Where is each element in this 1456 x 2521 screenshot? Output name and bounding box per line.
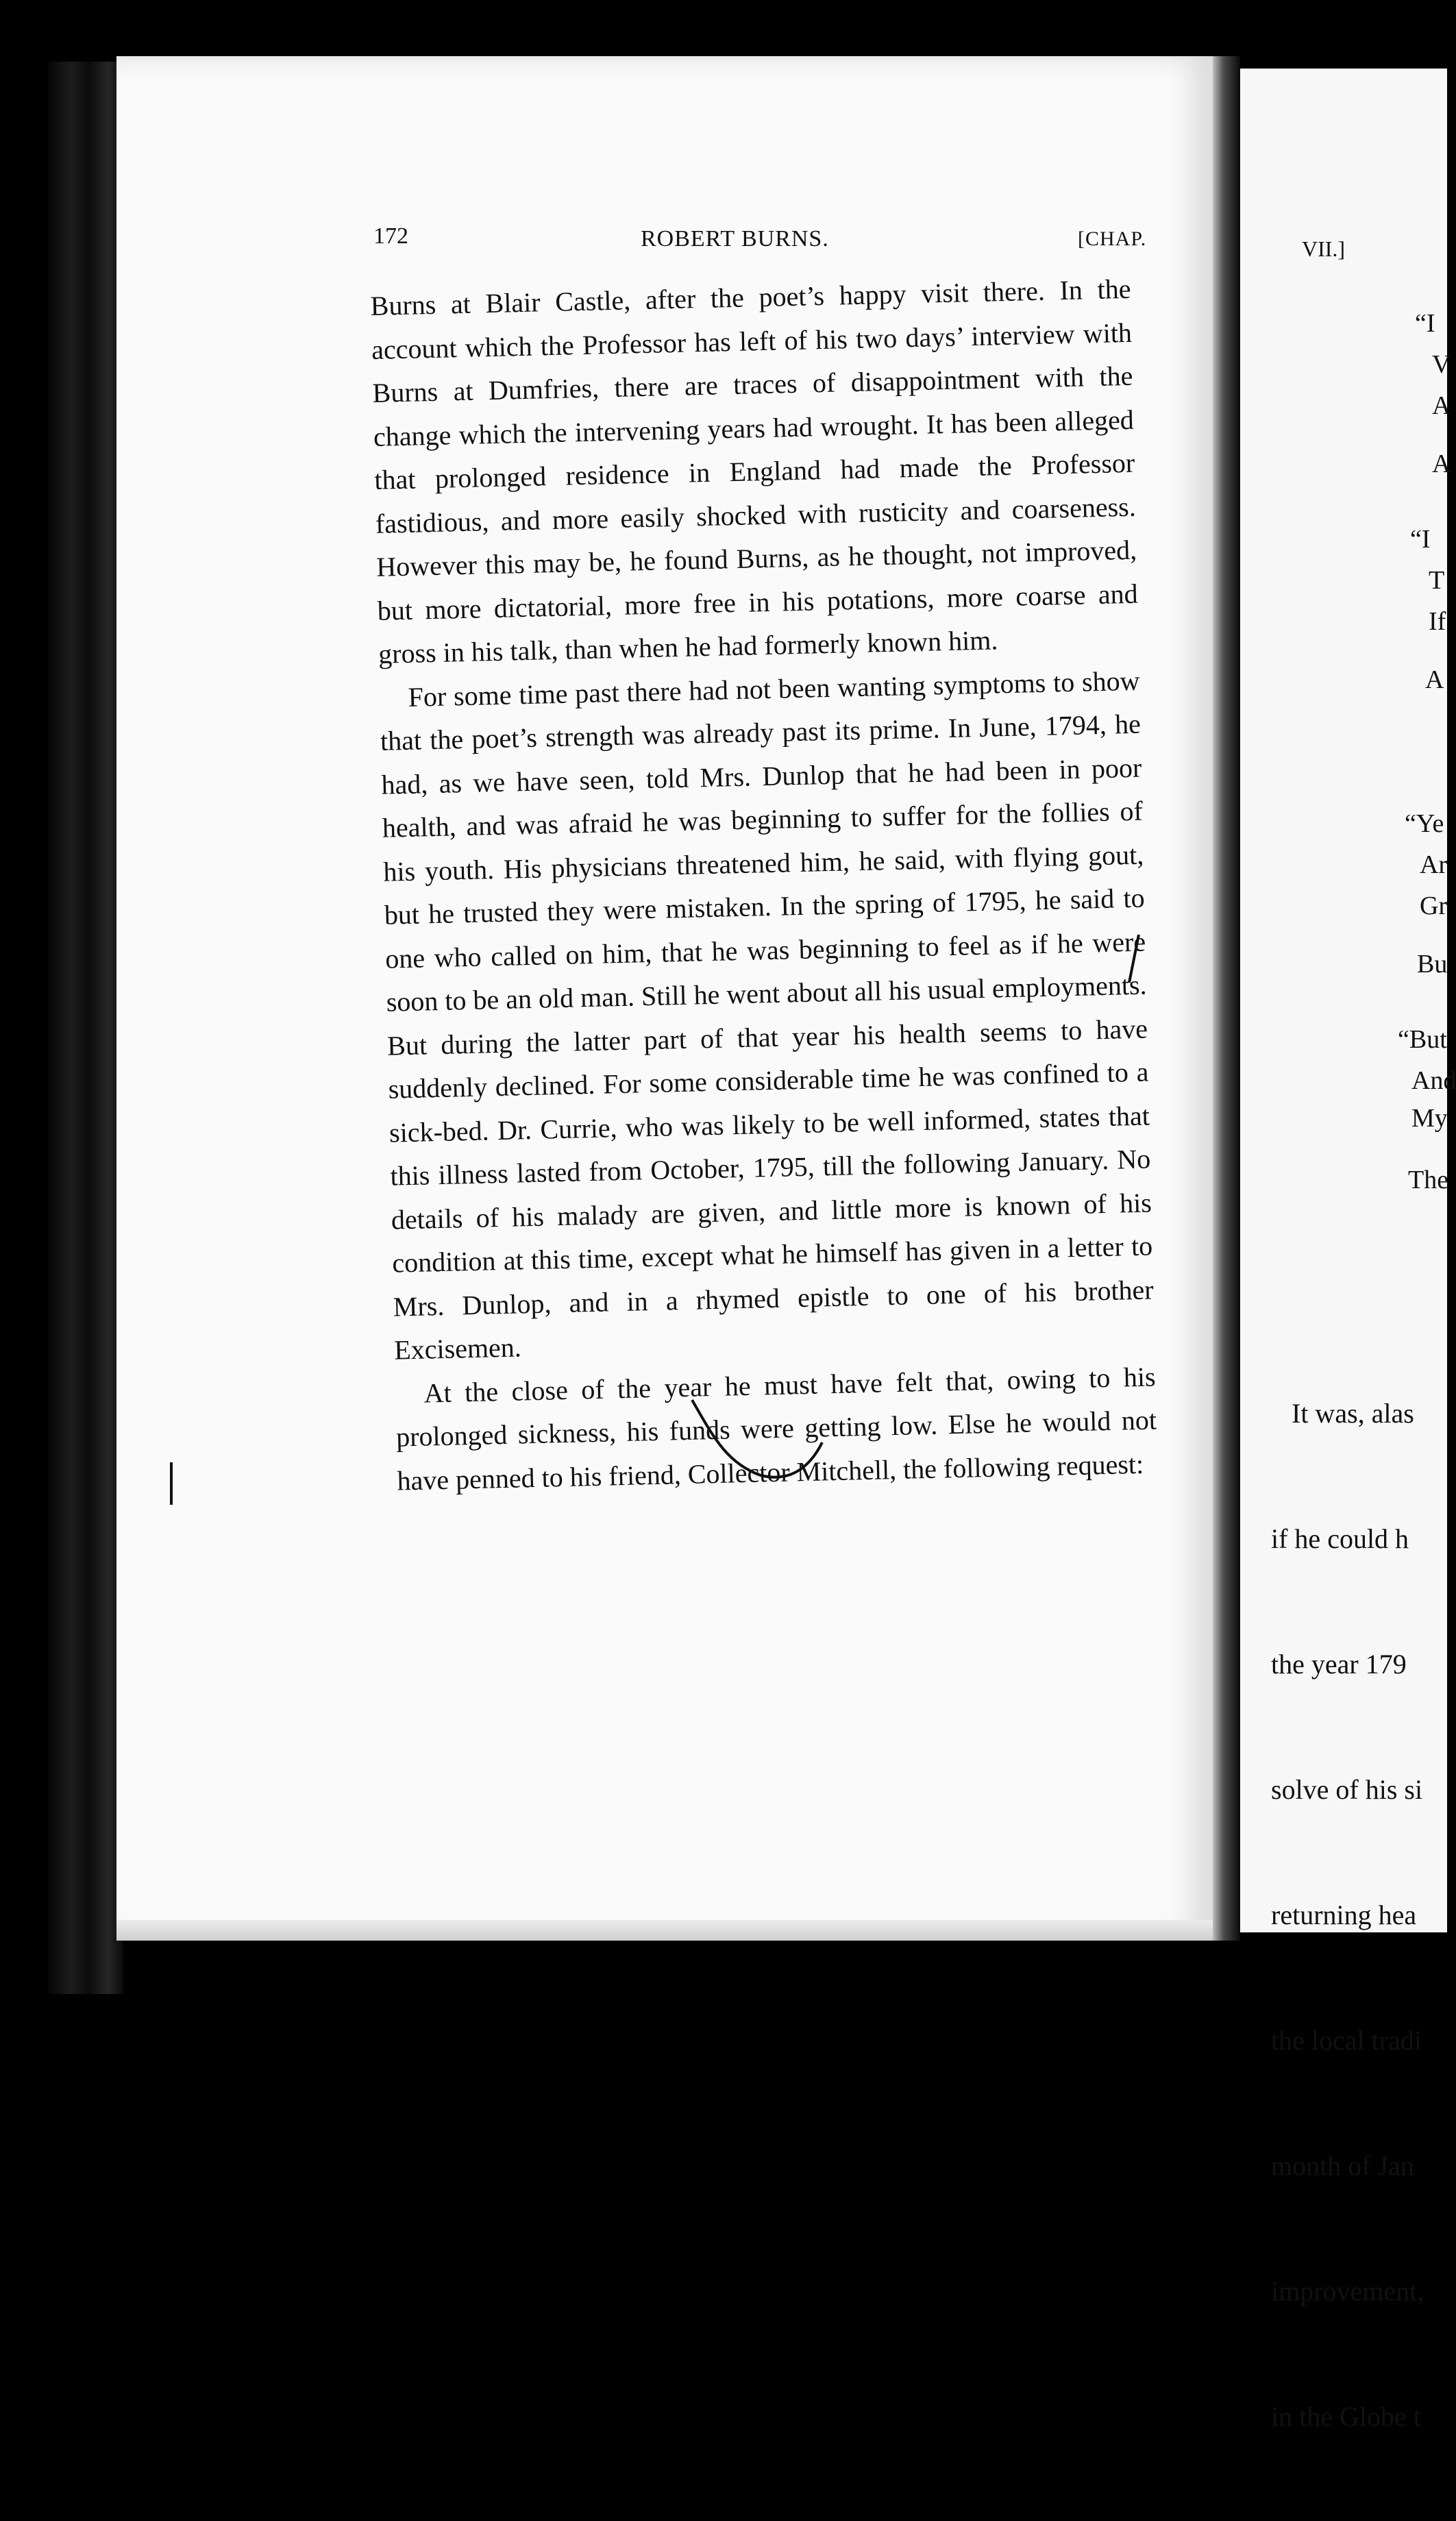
right-fragment: “I [1410, 525, 1431, 554]
right-paragraph [1271, 1309, 1424, 2521]
book-title: ROBERT BURNS. [641, 226, 829, 251]
right-paragraph-line: improvement, [1271, 2276, 1424, 2307]
right-page [1240, 69, 1456, 2432]
right-paragraph-line: the local tradi [1271, 2025, 1422, 2056]
book-spine [48, 62, 123, 1994]
right-fragment: Bu [1417, 950, 1448, 979]
body-text [370, 267, 1158, 1503]
pen-mark-left-tick [164, 1460, 178, 1508]
page-number: 172 [373, 223, 408, 249]
right-paragraph-line: the year 179 [1271, 1649, 1407, 1680]
right-fragment: “Ye [1405, 809, 1444, 838]
right-paragraph-line: if he could h [1271, 1523, 1409, 1554]
right-fragment: V [1432, 350, 1451, 379]
paragraph-1: Burns at Blair Castle, after the poet’s happy visit there. In the account which the Professor has left of his two days’ interview with Burns at Dumfries, there are traces of disappointment with the change which the intervening years had wrought. It has been alleged that prolonged residence in England had made the Professor fastidious, and more easily shocked with rusticity and coarseness. However this may be, he found Burns, as he thought, not improved, but more dictatorial, more free in his potations, more coarse and gross in his talk, than when he had formerly known him. [370, 273, 1139, 669]
right-fragment: A [1425, 665, 1444, 694]
right-fragment: A [1432, 391, 1451, 420]
paragraph-3: At the close of the year he must have felt that, owing to his prolonged sickness, his funds were getting low. Else he would not have penned to his friend, Collector Mitchell, the following request: [395, 1360, 1157, 1497]
right-fragment: My [1411, 1104, 1448, 1133]
paragraph-2: For some time past there had not been wanting symptoms to show that the poet’s strength was already past its prime. In June, 1794, he had, as we have seen, told Mrs. Dunlop that he had been in poor health, and was afraid he was beginning to suffer for the follies of his youth. His physicians threatened him, he said, with flying gout, but he trusted they were mistaken. In the spring of 1795, he said to one who called on him, that he was beginning to feel as if he were soon to be an old man. Still he went about all his usual employments. But during the latter part of that year his health seems to have suddenly declined. For some considerable time he was confined to a sick-bed. Dr. Currie, who was likely to be well informed, states that this illness lasted from October, 1795, till the following January. No details of his malady are given, and little more is known of his condition at this time, except what he himself has given in a letter to Mrs. Dunlop, and in a rhymed epistle to one of his brother Excisemen. [380, 665, 1155, 1366]
pen-mark-margin-slash [1124, 932, 1144, 987]
right-paragraph-line: month of Jan [1271, 2150, 1414, 2181]
right-fragment: Ar [1420, 850, 1448, 879]
right-fragment: Gr [1420, 891, 1448, 920]
right-paragraph-line: It was, alas [1271, 1398, 1414, 1429]
right-fragment: A [1432, 450, 1451, 478]
page-gutter [1213, 56, 1240, 1941]
right-paragraph-line: returning hea [1271, 1899, 1417, 1930]
right-fragment: “I [1415, 309, 1435, 338]
right-fragment: “But [1398, 1025, 1447, 1054]
right-paragraph-line: in the Globe t [1271, 2401, 1421, 2432]
right-paragraph-line: solve of his si [1271, 1774, 1423, 1805]
page-bottom-edge [116, 1920, 1213, 1941]
right-fragment: The [1408, 1166, 1449, 1194]
chapter-mark: [CHAP. [1078, 227, 1147, 250]
right-fragment: T [1429, 566, 1445, 595]
right-fragment: If [1429, 607, 1446, 636]
pen-mark-underline [685, 1394, 829, 1484]
right-chapter-mark: VII.] [1302, 236, 1346, 261]
right-fragment: And [1411, 1066, 1456, 1095]
running-head [257, 219, 1147, 254]
